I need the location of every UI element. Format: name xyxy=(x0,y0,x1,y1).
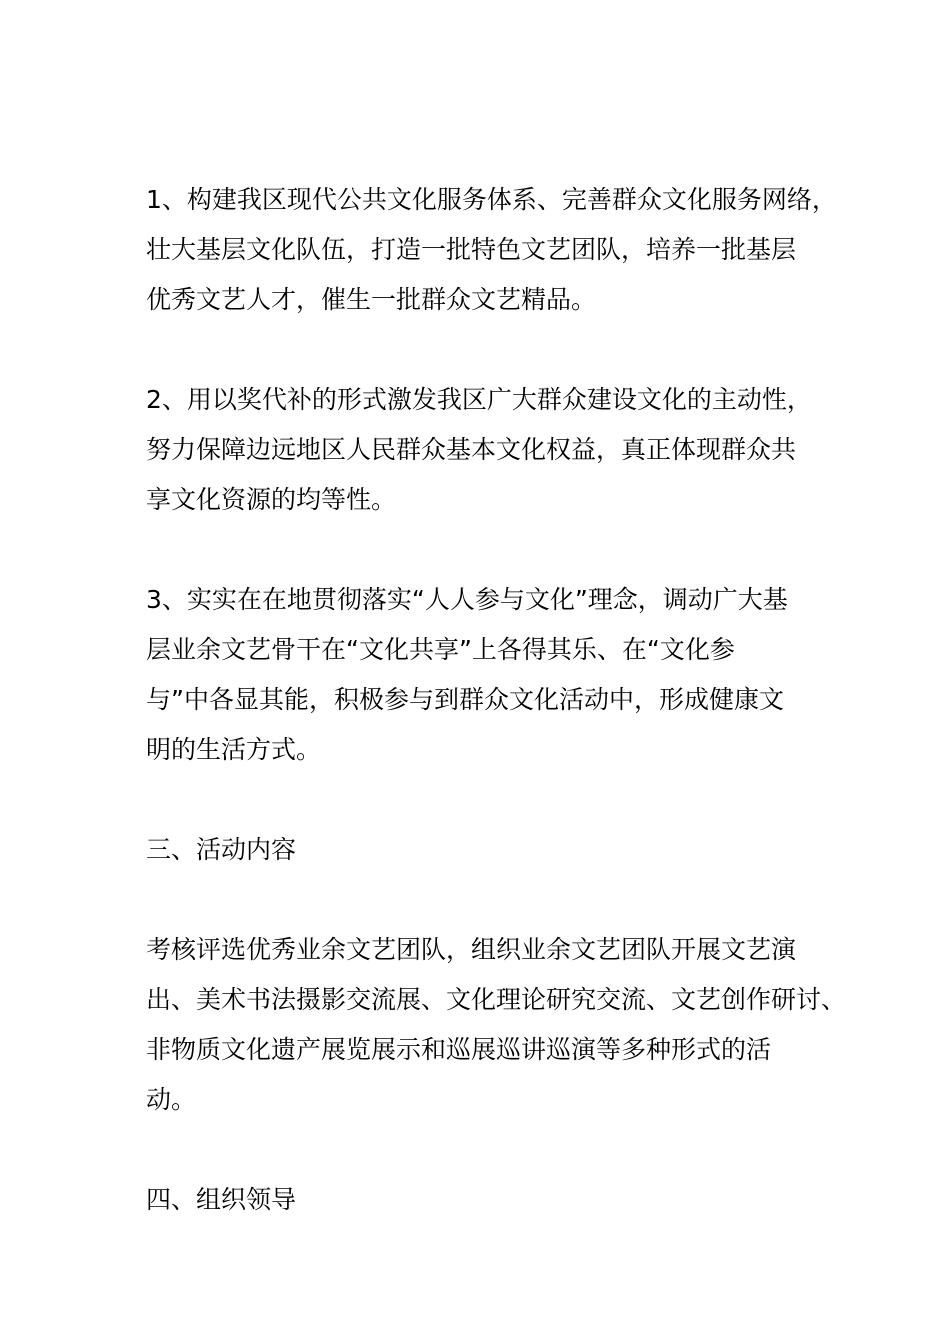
activities-paragraph xyxy=(146,925,847,1125)
text-line: 与”中各显其能，积极参与到群众文化活动中，形成健康文 xyxy=(146,685,784,714)
goal-paragraph-3 xyxy=(146,575,836,775)
text-line: 1、构建我区现代公共文化服务体系、完善群众文化服务网络， xyxy=(146,185,837,214)
text-line: 努力保障边远地区人民群众基本文化权益，真正体现群众共 xyxy=(146,435,797,464)
text-line: 2、用以奖代补的形式激发我区广大群众建设文化的主动性， xyxy=(146,385,812,414)
section-heading-activities: 三、活动内容 xyxy=(146,835,297,864)
text-line: 3、实实在在地贯彻落实“人人参与文化”理念，调动广大基 xyxy=(146,585,788,614)
goal-paragraph-1 xyxy=(146,175,836,325)
text-line: 非物质文化遗产展览展示和巡展巡讲巡演等多种形式的活 xyxy=(146,1035,772,1064)
goal-paragraph-2 xyxy=(146,375,836,525)
text-line: 动。 xyxy=(146,1085,197,1114)
text-line: 考核评选优秀业余文艺团队，组织业余文艺团队开展文艺演 xyxy=(146,935,797,964)
text-line: 明的生活方式。 xyxy=(146,735,322,764)
text-line: 优秀文艺人才，催生一批群众文艺精品。 xyxy=(146,285,597,314)
document-content xyxy=(146,175,847,1275)
section-heading-organization: 四、组织领导 xyxy=(146,1185,297,1214)
text-line: 出、美术书法摄影交流展、文化理论研究交流、文艺创作研讨、 xyxy=(146,985,847,1014)
text-line: 享文化资源的均等性。 xyxy=(146,485,397,514)
text-line: 壮大基层文化队伍，打造一批特色文艺团队，培养一批基层 xyxy=(146,235,797,264)
text-line: 层业余文艺骨干在“文化共享”上各得其乐、在“文化参 xyxy=(146,635,735,664)
